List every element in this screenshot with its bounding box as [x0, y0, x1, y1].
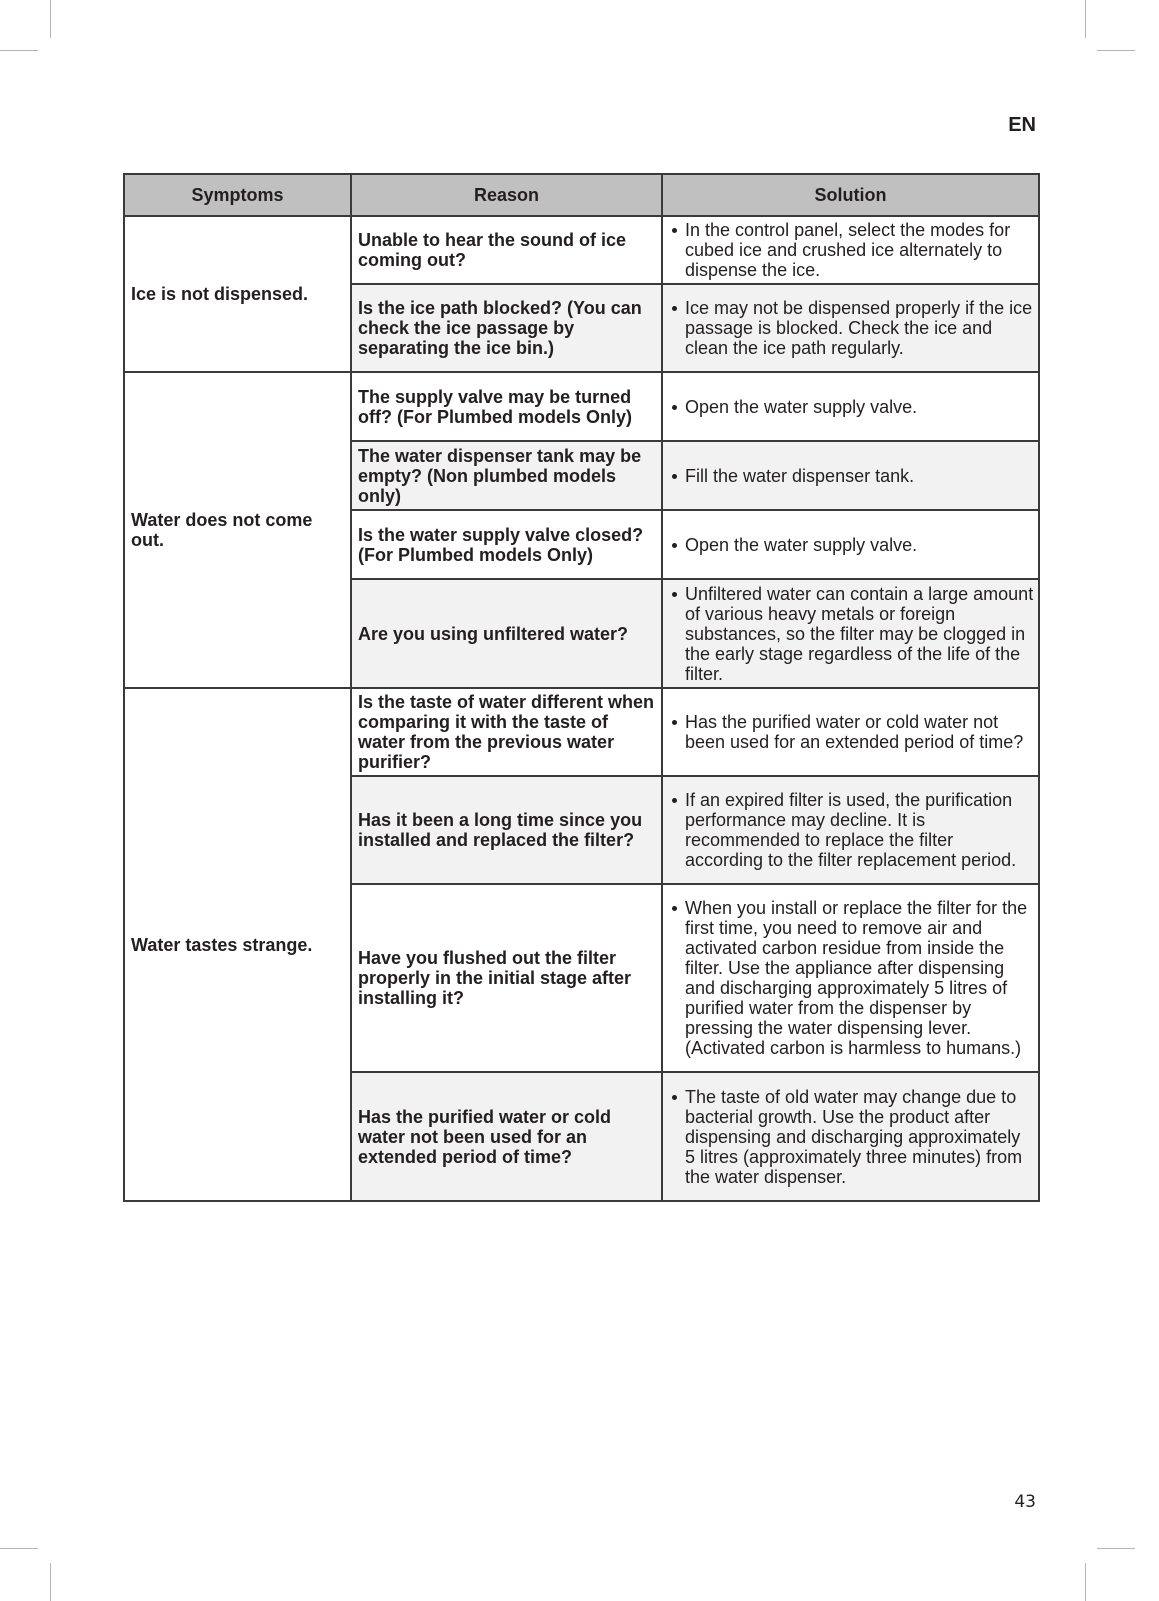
troubleshooting-table — [123, 173, 1040, 1202]
solution-cell — [662, 216, 1039, 284]
solution-text: Has the purified water or cold water not been used for an extended period of time? — [685, 712, 1024, 752]
solution-cell — [662, 579, 1039, 688]
solution-text: When you install or replace the filter for the first time, you need to remove air and activated carbon residue from inside the filter. Use the appliance after dispensing and discharging approximately 5 litres of purified water from the dispenser by pressing the water dispensing lever. (Activated carbon is harmless to humans.) — [685, 898, 1028, 1058]
bullet-icon — [672, 798, 677, 803]
solution-cell — [662, 884, 1039, 1072]
table-row — [124, 688, 1039, 776]
crop-mark — [1097, 50, 1135, 51]
solution-cell — [662, 1072, 1039, 1201]
bullet-icon — [672, 306, 677, 311]
reason-cell: Has it been a long time since you installed and replaced the filter? — [351, 776, 662, 884]
bullet-icon — [672, 405, 677, 410]
crop-mark — [1097, 1548, 1135, 1549]
bullet-icon — [672, 228, 677, 233]
bullet-icon — [672, 906, 677, 911]
table-row — [124, 372, 1039, 441]
solution-cell — [662, 441, 1039, 510]
symptom-cell: Water does not come out. — [124, 372, 351, 688]
reason-cell: Is the ice path blocked? (You can check the ice passage by separating the ice bin.) — [351, 284, 662, 372]
solution-text: Ice may not be dispensed properly if the ice passage is blocked. Check the ice and clean the ice path regularly. — [685, 298, 1033, 358]
bullet-icon — [672, 720, 677, 725]
table-row — [124, 216, 1039, 284]
column-header-reason: Reason — [351, 174, 662, 216]
column-header-symptoms: Symptoms — [124, 174, 351, 216]
reason-cell: Is the taste of water different when comparing it with the taste of water from the previous water purifier? — [351, 688, 662, 776]
solution-text: Unfiltered water can contain a large amount of various heavy metals or foreign substances, so the filter may be clogged in the early stage regardless of the life of the filter. — [685, 583, 1034, 684]
reason-cell: Is the water supply valve closed? (For Plumbed models Only) — [351, 510, 662, 579]
crop-mark — [50, 1563, 51, 1601]
page-number: 43 — [1014, 1492, 1036, 1512]
reason-cell: Has the purified water or cold water not been used for an extended period of time? — [351, 1072, 662, 1201]
crop-mark — [0, 50, 38, 51]
solution-text: Fill the water dispenser tank. — [685, 465, 915, 486]
solution-cell — [662, 510, 1039, 579]
crop-mark — [0, 1548, 38, 1549]
solution-cell — [662, 372, 1039, 441]
symptom-cell: Water tastes strange. — [124, 688, 351, 1201]
solution-cell — [662, 776, 1039, 884]
reason-cell: The water dispenser tank may be empty? (Non plumbed models only) — [351, 441, 662, 510]
reason-cell: Are you using unfiltered water? — [351, 579, 662, 688]
solution-text: If an expired filter is used, the purification performance may decline. It is recommended to replace the filter according to the filter replacement period. — [685, 790, 1017, 870]
reason-cell: The supply valve may be turned off? (For Plumbed models Only) — [351, 372, 662, 441]
solution-text: The taste of old water may change due to bacterial growth. Use the product after dispensing and discharging approximately 5 litres (approximately three minutes) from the water dispenser. — [685, 1086, 1023, 1187]
solution-text: Open the water supply valve. — [685, 534, 918, 555]
reason-cell: Have you flushed out the filter properly in the initial stage after installing it? — [351, 884, 662, 1072]
table-header-row — [124, 174, 1039, 216]
crop-mark — [1085, 1563, 1086, 1601]
crop-mark — [1085, 0, 1086, 38]
solution-cell — [662, 688, 1039, 776]
solution-cell — [662, 284, 1039, 372]
language-label: EN — [1008, 114, 1036, 136]
bullet-icon — [672, 474, 677, 479]
symptom-cell: Ice is not dispensed. — [124, 216, 351, 372]
crop-mark — [50, 0, 51, 38]
column-header-solution: Solution — [662, 174, 1039, 216]
bullet-icon — [672, 543, 677, 548]
reason-cell: Unable to hear the sound of ice coming out? — [351, 216, 662, 284]
solution-text: Open the water supply valve. — [685, 396, 918, 417]
bullet-icon — [672, 1095, 677, 1100]
solution-text: In the control panel, select the modes for cubed ice and crushed ice alternately to dispense the ice. — [685, 220, 1011, 280]
bullet-icon — [672, 592, 677, 597]
